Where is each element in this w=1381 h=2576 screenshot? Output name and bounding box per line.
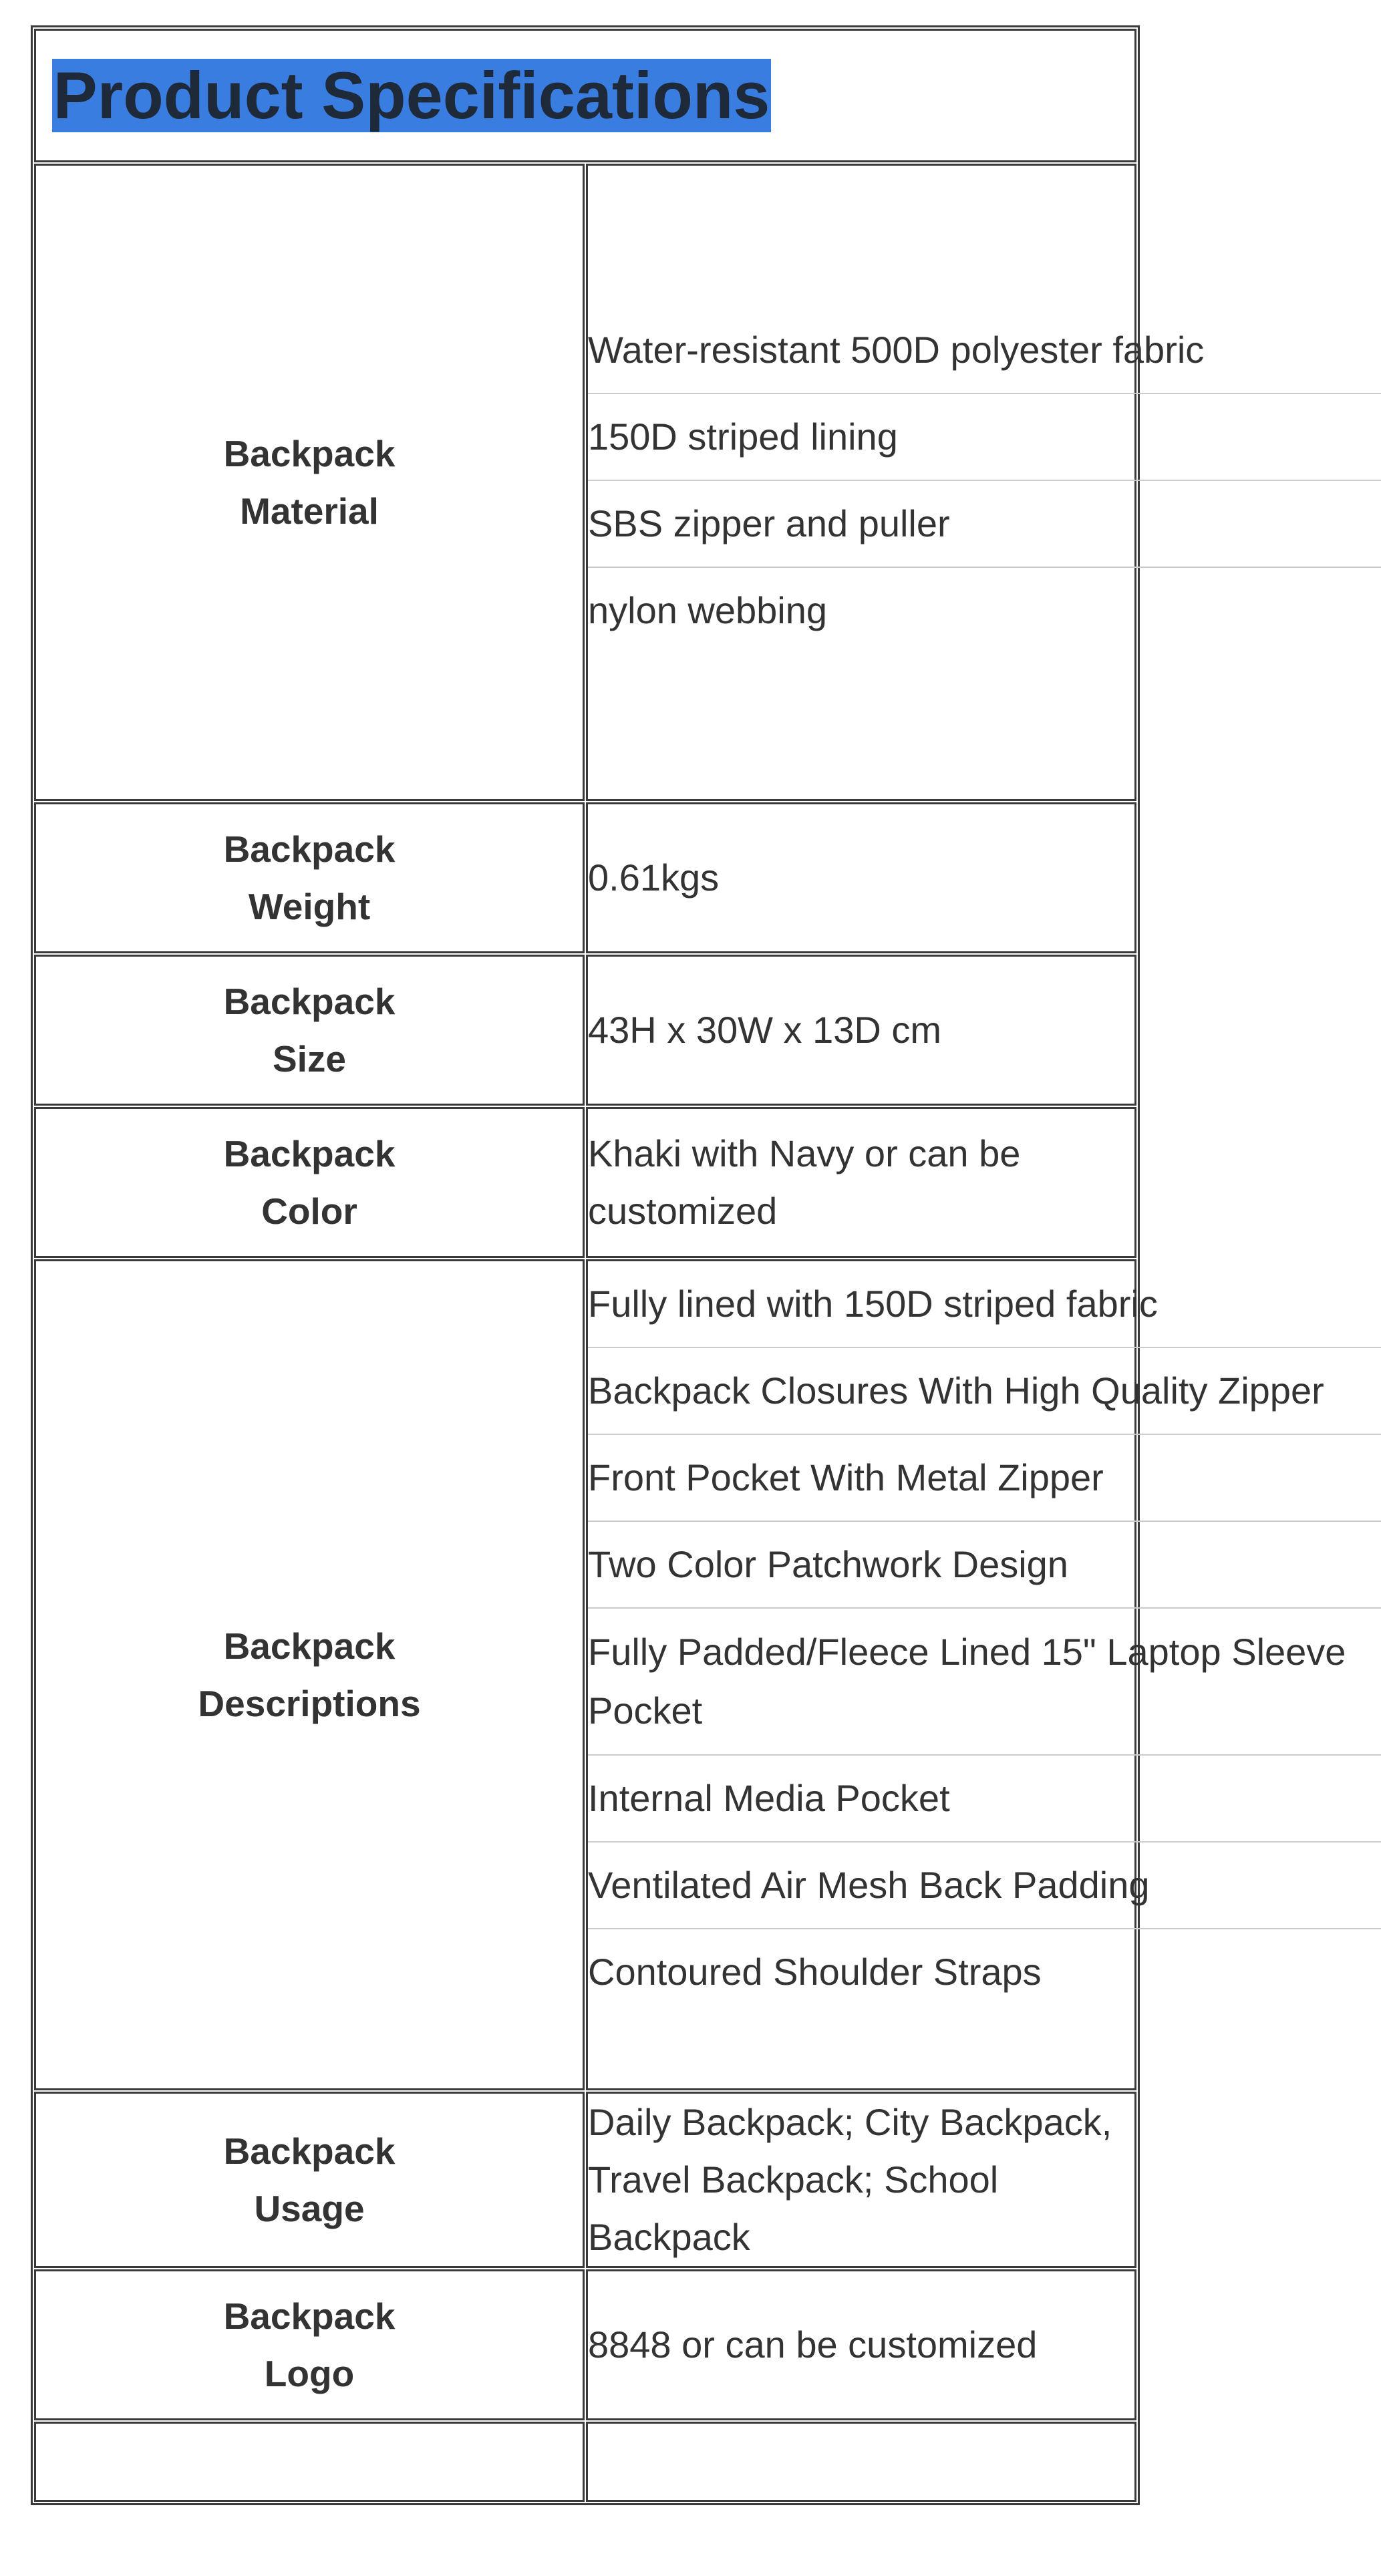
- spec-row-material: [34, 164, 1136, 801]
- spec-label-line: Color: [261, 1190, 357, 1232]
- list-item: Backpack Closures With High Quality Zipper: [588, 1348, 1381, 1435]
- list-item: Two Color Patchwork Design: [588, 1522, 1381, 1609]
- spec-label-size: [34, 955, 585, 1106]
- spec-label-material: [34, 164, 585, 801]
- spec-label-logo: [34, 2269, 585, 2420]
- spec-row-next: [34, 2422, 1136, 2502]
- spec-label-line: Backpack: [223, 1625, 396, 1667]
- page-title[interactable]: Product Specifications: [53, 58, 770, 132]
- material-list: [588, 166, 1205, 799]
- list-item: Fully lined with 150D striped fabric: [588, 1261, 1381, 1348]
- list-item: 150D striped lining: [588, 394, 1381, 481]
- spec-label-weight: [34, 802, 585, 953]
- spec-label-line: Size: [272, 1038, 347, 1080]
- list-item: Internal Media Pocket: [588, 1756, 1381, 1842]
- spec-label-line: Backpack: [223, 2295, 396, 2337]
- spec-row-descriptions: [34, 1259, 1136, 2090]
- spec-value-size: 43H x 30W x 13D cm: [586, 955, 1136, 1106]
- spec-row-logo: [34, 2269, 1136, 2420]
- title-cell: [34, 29, 1136, 162]
- product-spec-table: [31, 25, 1346, 2505]
- spec-row-weight: [34, 802, 1136, 953]
- descriptions-list: [588, 1261, 1346, 2088]
- spec-label-line: Backpack: [223, 2130, 396, 2172]
- spec-value-color: Khaki with Navy or can be customized: [586, 1107, 1136, 1258]
- usage-line: Daily Backpack; City Backpack,: [588, 2101, 1112, 2143]
- list-item: Contoured Shoulder Straps: [588, 1951, 1042, 1993]
- title-row: [34, 29, 1136, 162]
- spec-label-usage: [34, 2092, 585, 2268]
- spec-label-line: Backpack: [223, 1133, 396, 1174]
- spec-label-line: Weight: [248, 886, 371, 927]
- spec-row-size: [34, 955, 1136, 1106]
- spec-label-line: Backpack: [223, 828, 396, 870]
- list-item: Water-resistant 500D polyester fabric: [588, 307, 1381, 394]
- spec-label-line: Logo: [264, 2353, 355, 2394]
- spec-label-line: Usage: [254, 2188, 365, 2229]
- list-item: nylon webbing: [588, 589, 828, 631]
- spec-value-descriptions: [586, 1259, 1346, 2090]
- spec-label-descriptions: [34, 1259, 585, 2090]
- list-item: Front Pocket With Metal Zipper: [588, 1435, 1381, 1522]
- list-item: Fully Padded/Fleece Lined 15" Laptop Sleeve Pocket: [588, 1609, 1381, 1756]
- spec-label-next: [34, 2422, 585, 2502]
- list-item: SBS zipper and puller: [588, 481, 1381, 568]
- spec-label-line: Material: [240, 490, 379, 532]
- spec-label-color: [34, 1107, 585, 1258]
- spec-row-color: [34, 1107, 1136, 1258]
- spec-label-line: Backpack: [223, 433, 396, 474]
- spec-label-line: Descriptions: [198, 1683, 421, 1724]
- spec-value-weight: 0.61kgs: [586, 802, 1136, 953]
- spec-label-line: Backpack: [223, 981, 396, 1022]
- list-item: Ventilated Air Mesh Back Padding: [588, 1842, 1381, 1929]
- spec-value-logo: 8848 or can be customized: [586, 2269, 1136, 2420]
- spec-value-next: [586, 2422, 1136, 2502]
- spec-row-usage: [34, 2092, 1136, 2268]
- spec-value-material: [586, 164, 1205, 801]
- usage-line: Travel Backpack; School Backpack: [588, 2158, 999, 2258]
- spec-value-usage: [586, 2092, 1136, 2268]
